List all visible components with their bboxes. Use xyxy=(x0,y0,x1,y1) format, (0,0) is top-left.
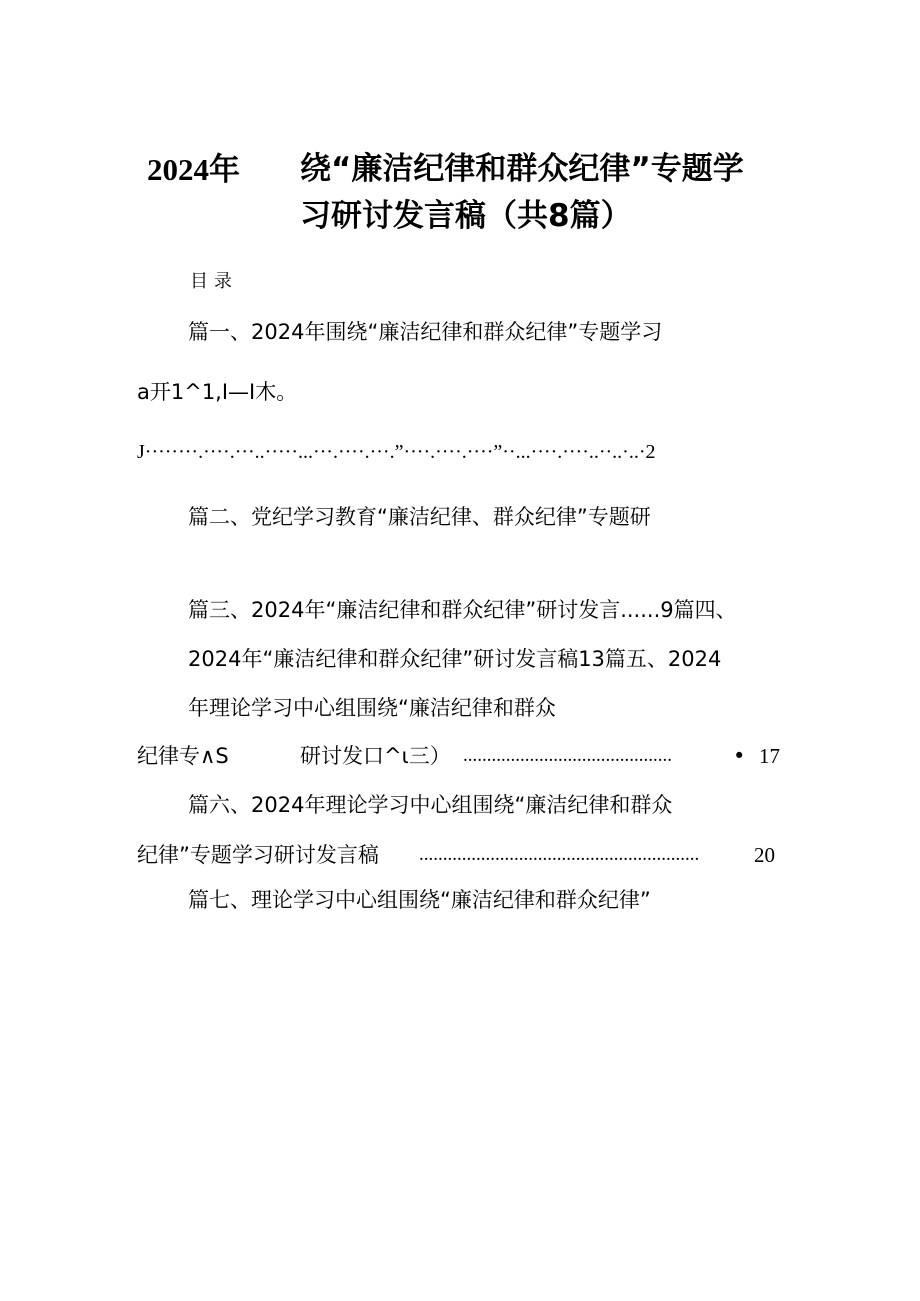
catalog-label xyxy=(190,273,238,291)
toc-entry-5-continuation[interactable] xyxy=(137,746,787,767)
toc-entry-5-text: 年理论学习中心组围绕“廉洁纪律和群众 xyxy=(188,696,556,720)
toc-entry-6-page-number: 20 xyxy=(754,843,775,867)
toc-entry-5-leader: ............................................ xyxy=(463,745,672,766)
toc-entry-7-text: 篇七、理论学习中心组围绕“廉洁纪律和群众纪律” xyxy=(188,888,651,912)
toc-entry-5-page-number: 17 xyxy=(759,744,780,768)
toc-entry-6-cont-text: 纪律”专题学习研讨发言稿 xyxy=(137,843,379,867)
toc-entry-1-leader-line[interactable] xyxy=(137,442,656,462)
toc-entry-5[interactable] xyxy=(188,698,556,719)
title-year xyxy=(147,154,240,186)
toc-entry-3-text: 篇三、2024年“廉洁纪律和群众纪律”研讨发言......9篇四、 xyxy=(188,598,737,622)
toc-entry-5-bullet: • xyxy=(733,744,746,768)
title-line-2-text: 习研讨发言稿（共8篇） xyxy=(300,198,632,234)
toc-entry-6-continuation[interactable] xyxy=(137,845,782,866)
catalog-label-text: 目录 xyxy=(190,271,238,292)
toc-entry-7[interactable] xyxy=(188,890,651,911)
toc-entry-4[interactable] xyxy=(188,649,721,670)
toc-entry-1[interactable] xyxy=(188,322,662,343)
toc-entry-1-text: 篇一、2024年围绕“廉洁纪律和群众纪律”专题学习 xyxy=(188,320,663,344)
toc-entry-4-text: 2024年“廉洁纪律和群众纪律”研讨发言稿13篇五、2024 xyxy=(188,647,722,671)
toc-entry-2-text: 篇二、党纪学习教育“廉洁纪律、群众纪律”专题研 xyxy=(188,505,651,529)
toc-entry-1-continuation[interactable] xyxy=(137,382,297,403)
toc-entry-2[interactable] xyxy=(188,507,651,528)
title-line-2 xyxy=(300,198,632,234)
title-line-1 xyxy=(300,151,744,187)
toc-entry-1-cont-text: a开1^1,I—I木。 xyxy=(137,380,298,404)
toc-entry-6-text: 篇六、2024年理论学习中心组围绕“廉洁纪律和群众 xyxy=(188,793,673,817)
toc-entry-6[interactable] xyxy=(188,795,672,816)
title-line-1-text: 绕“廉洁纪律和群众纪律”专题学 xyxy=(300,151,744,187)
toc-entry-1-leader-text: J········.····.···..·····...···.····.···.”····.····.····”··...····.····..··..·..·2 xyxy=(137,441,656,463)
toc-entry-5-cont-b: 研讨发口^ι三） xyxy=(300,744,451,768)
toc-entry-5-cont-a: 纪律专∧S xyxy=(137,744,229,768)
toc-entry-3[interactable] xyxy=(188,600,737,621)
title-year-text: 2024年 xyxy=(147,152,240,187)
toc-entry-6-leader: ........................................................... xyxy=(419,844,700,865)
